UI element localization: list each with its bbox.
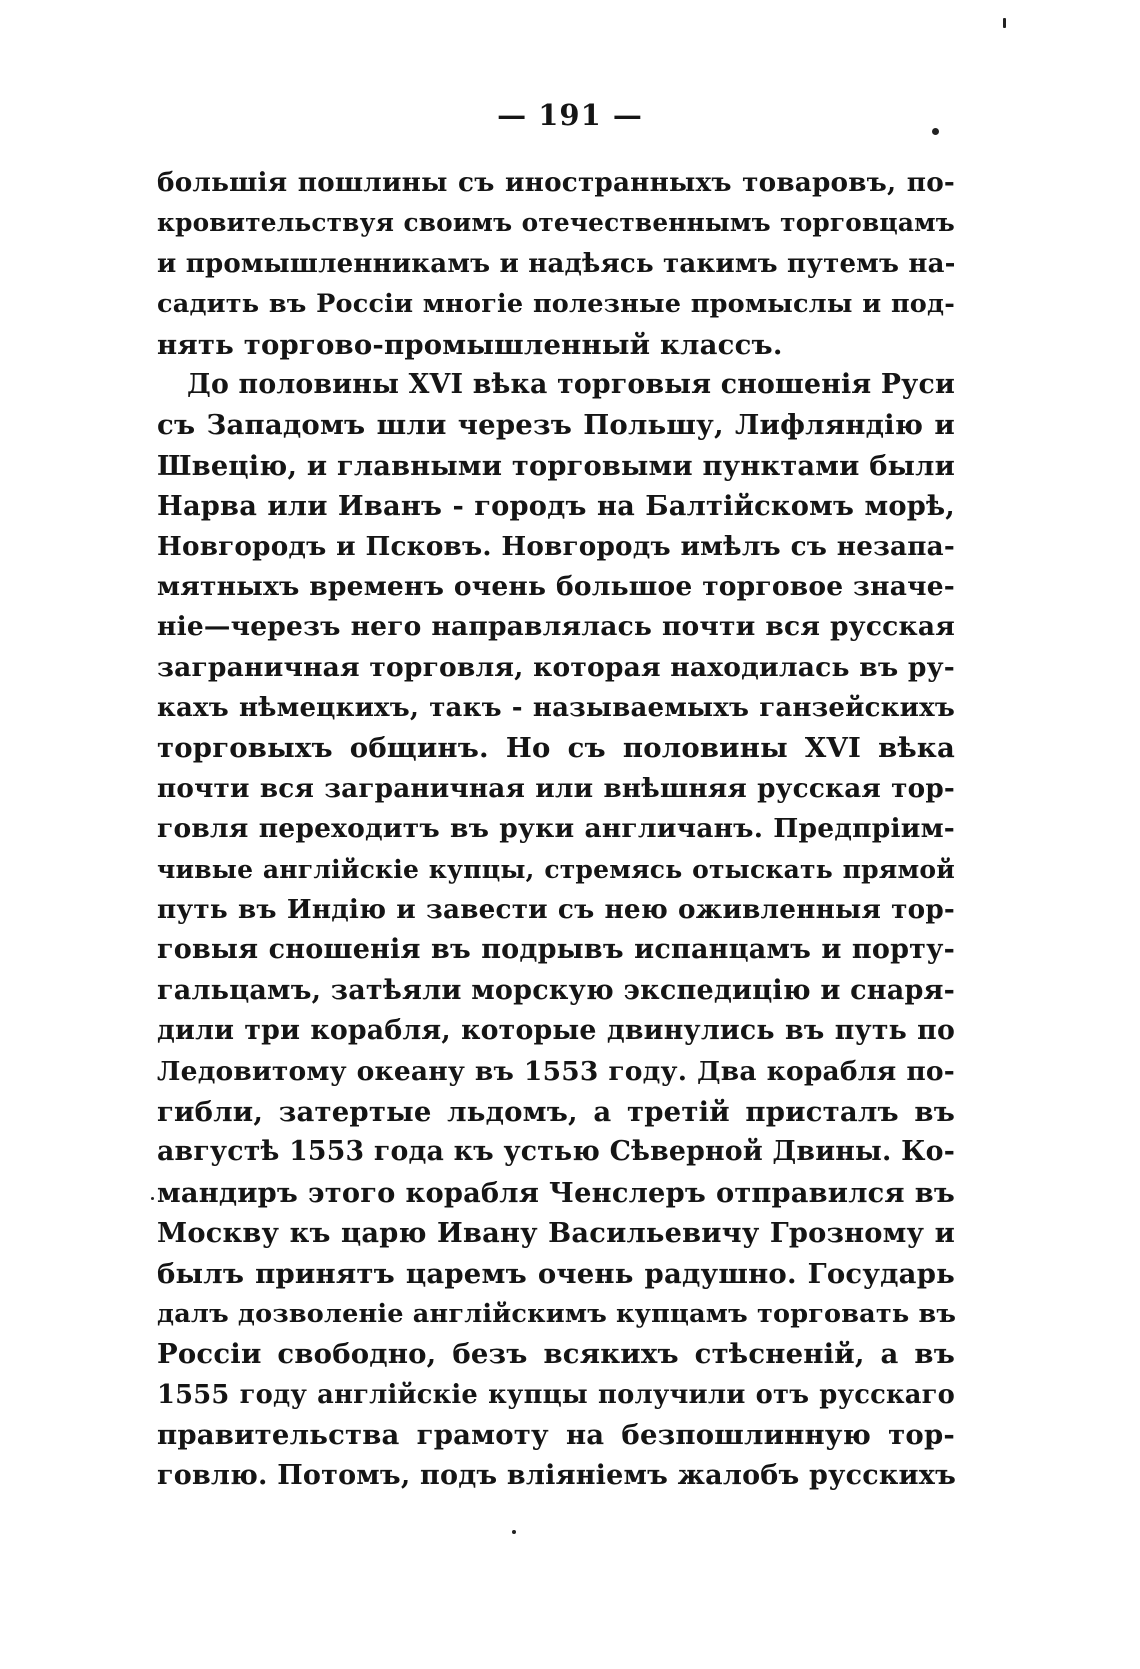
text-line: Ледовитому океану въ 1553 году. Два корабля по-: [157, 1055, 955, 1087]
text-line: далъ дозволеніе англійскимъ купцамъ торговать въ: [157, 1298, 957, 1329]
text-line: заграничная торговля, которая находилась въ ру-: [157, 651, 955, 683]
text-line: 1555 году англійскіе купцы получили отъ русскаго: [157, 1379, 955, 1410]
page-number: — 191 —: [497, 98, 643, 132]
text-line: путь въ Индію и завести съ нею оживленныя тор-: [157, 894, 955, 926]
paragraph: [157, 163, 955, 365]
text-line: нять торгово-промышленный классъ.: [157, 328, 783, 361]
text-line: говыя сношенія въ подрывъ испанцамъ и порту-: [157, 934, 955, 966]
text-line: августѣ 1553 года къ устью Сѣверной Двины. Ко-: [157, 1136, 955, 1168]
text-line: и промышленникамъ и надѣясь такимъ путемъ на-: [157, 248, 956, 279]
text-line: ніе—черезъ него направлялась почти вся русская: [157, 611, 955, 643]
paragraph: [157, 365, 955, 1496]
scan-speck: [1003, 18, 1006, 28]
text-line: дили три корабля, которые двинулись въ путь по: [157, 1015, 955, 1047]
text-line: Нарва или Иванъ - городъ на Балтійскомъ морѣ,: [157, 490, 955, 523]
text-line: Россіи свободно, безъ всякихъ стѣсненій, а въ: [157, 1338, 955, 1371]
scan-speck: [512, 1530, 516, 1534]
text-line: правительства грамоту на безпошлинную тор-: [157, 1419, 955, 1452]
scan-speck: [151, 1197, 154, 1200]
text-line: До половины XVI вѣка торговыя сношенія Руси: [187, 368, 955, 400]
text-line: гибли, затертые льдомъ, а третій присталъ въ: [157, 1095, 955, 1128]
text-line: гальцамъ, затѣяли морскую экспедицію и снаря-: [157, 974, 956, 1006]
text-line: торговыхъ общинъ. Но съ половины XVI вѣка: [157, 732, 955, 765]
body-text: [157, 163, 955, 1496]
scan-speck: [932, 128, 939, 135]
text-line: мандиръ этого корабля Ченслеръ отправился въ: [157, 1176, 955, 1209]
text-line: кахъ нѣмецкихъ, такъ - называемыхъ ганзейскихъ: [157, 693, 955, 724]
text-line: кровительствуя своимъ отечественнымъ торговцамъ: [157, 208, 955, 238]
text-line: съ Западомъ шли черезъ Польшу, Лифляндію и: [157, 409, 955, 442]
text-line: чивые англійскіе купцы, стремясь отыскать прямой: [157, 854, 955, 884]
text-line: былъ принятъ царемъ очень радушно. Государь: [157, 1257, 955, 1290]
text-line: Новгородъ и Псковъ. Новгородъ имѣлъ съ незапа-: [157, 530, 955, 562]
text-line: говлю. Потомъ, подъ вліяніемъ жалобъ русскихъ: [157, 1459, 956, 1491]
text-line: садить въ Россіи многіе полезные промыслы и под-: [157, 289, 955, 320]
text-line: Москву къ царю Ивану Васильевичу Грозному и: [157, 1217, 955, 1250]
text-line: Швецію, и главными торговыми пунктами были: [157, 449, 955, 482]
text-line: большія пошлины съ иностранныхъ товаровъ, по-: [157, 167, 955, 198]
text-line: мятныхъ временъ очень большое торговое значе-: [157, 570, 955, 602]
text-line: говля переходитъ въ руки англичанъ. Предпріим-: [157, 813, 955, 845]
text-line: почти вся заграничная или внѣшняя русская тор-: [157, 772, 955, 804]
